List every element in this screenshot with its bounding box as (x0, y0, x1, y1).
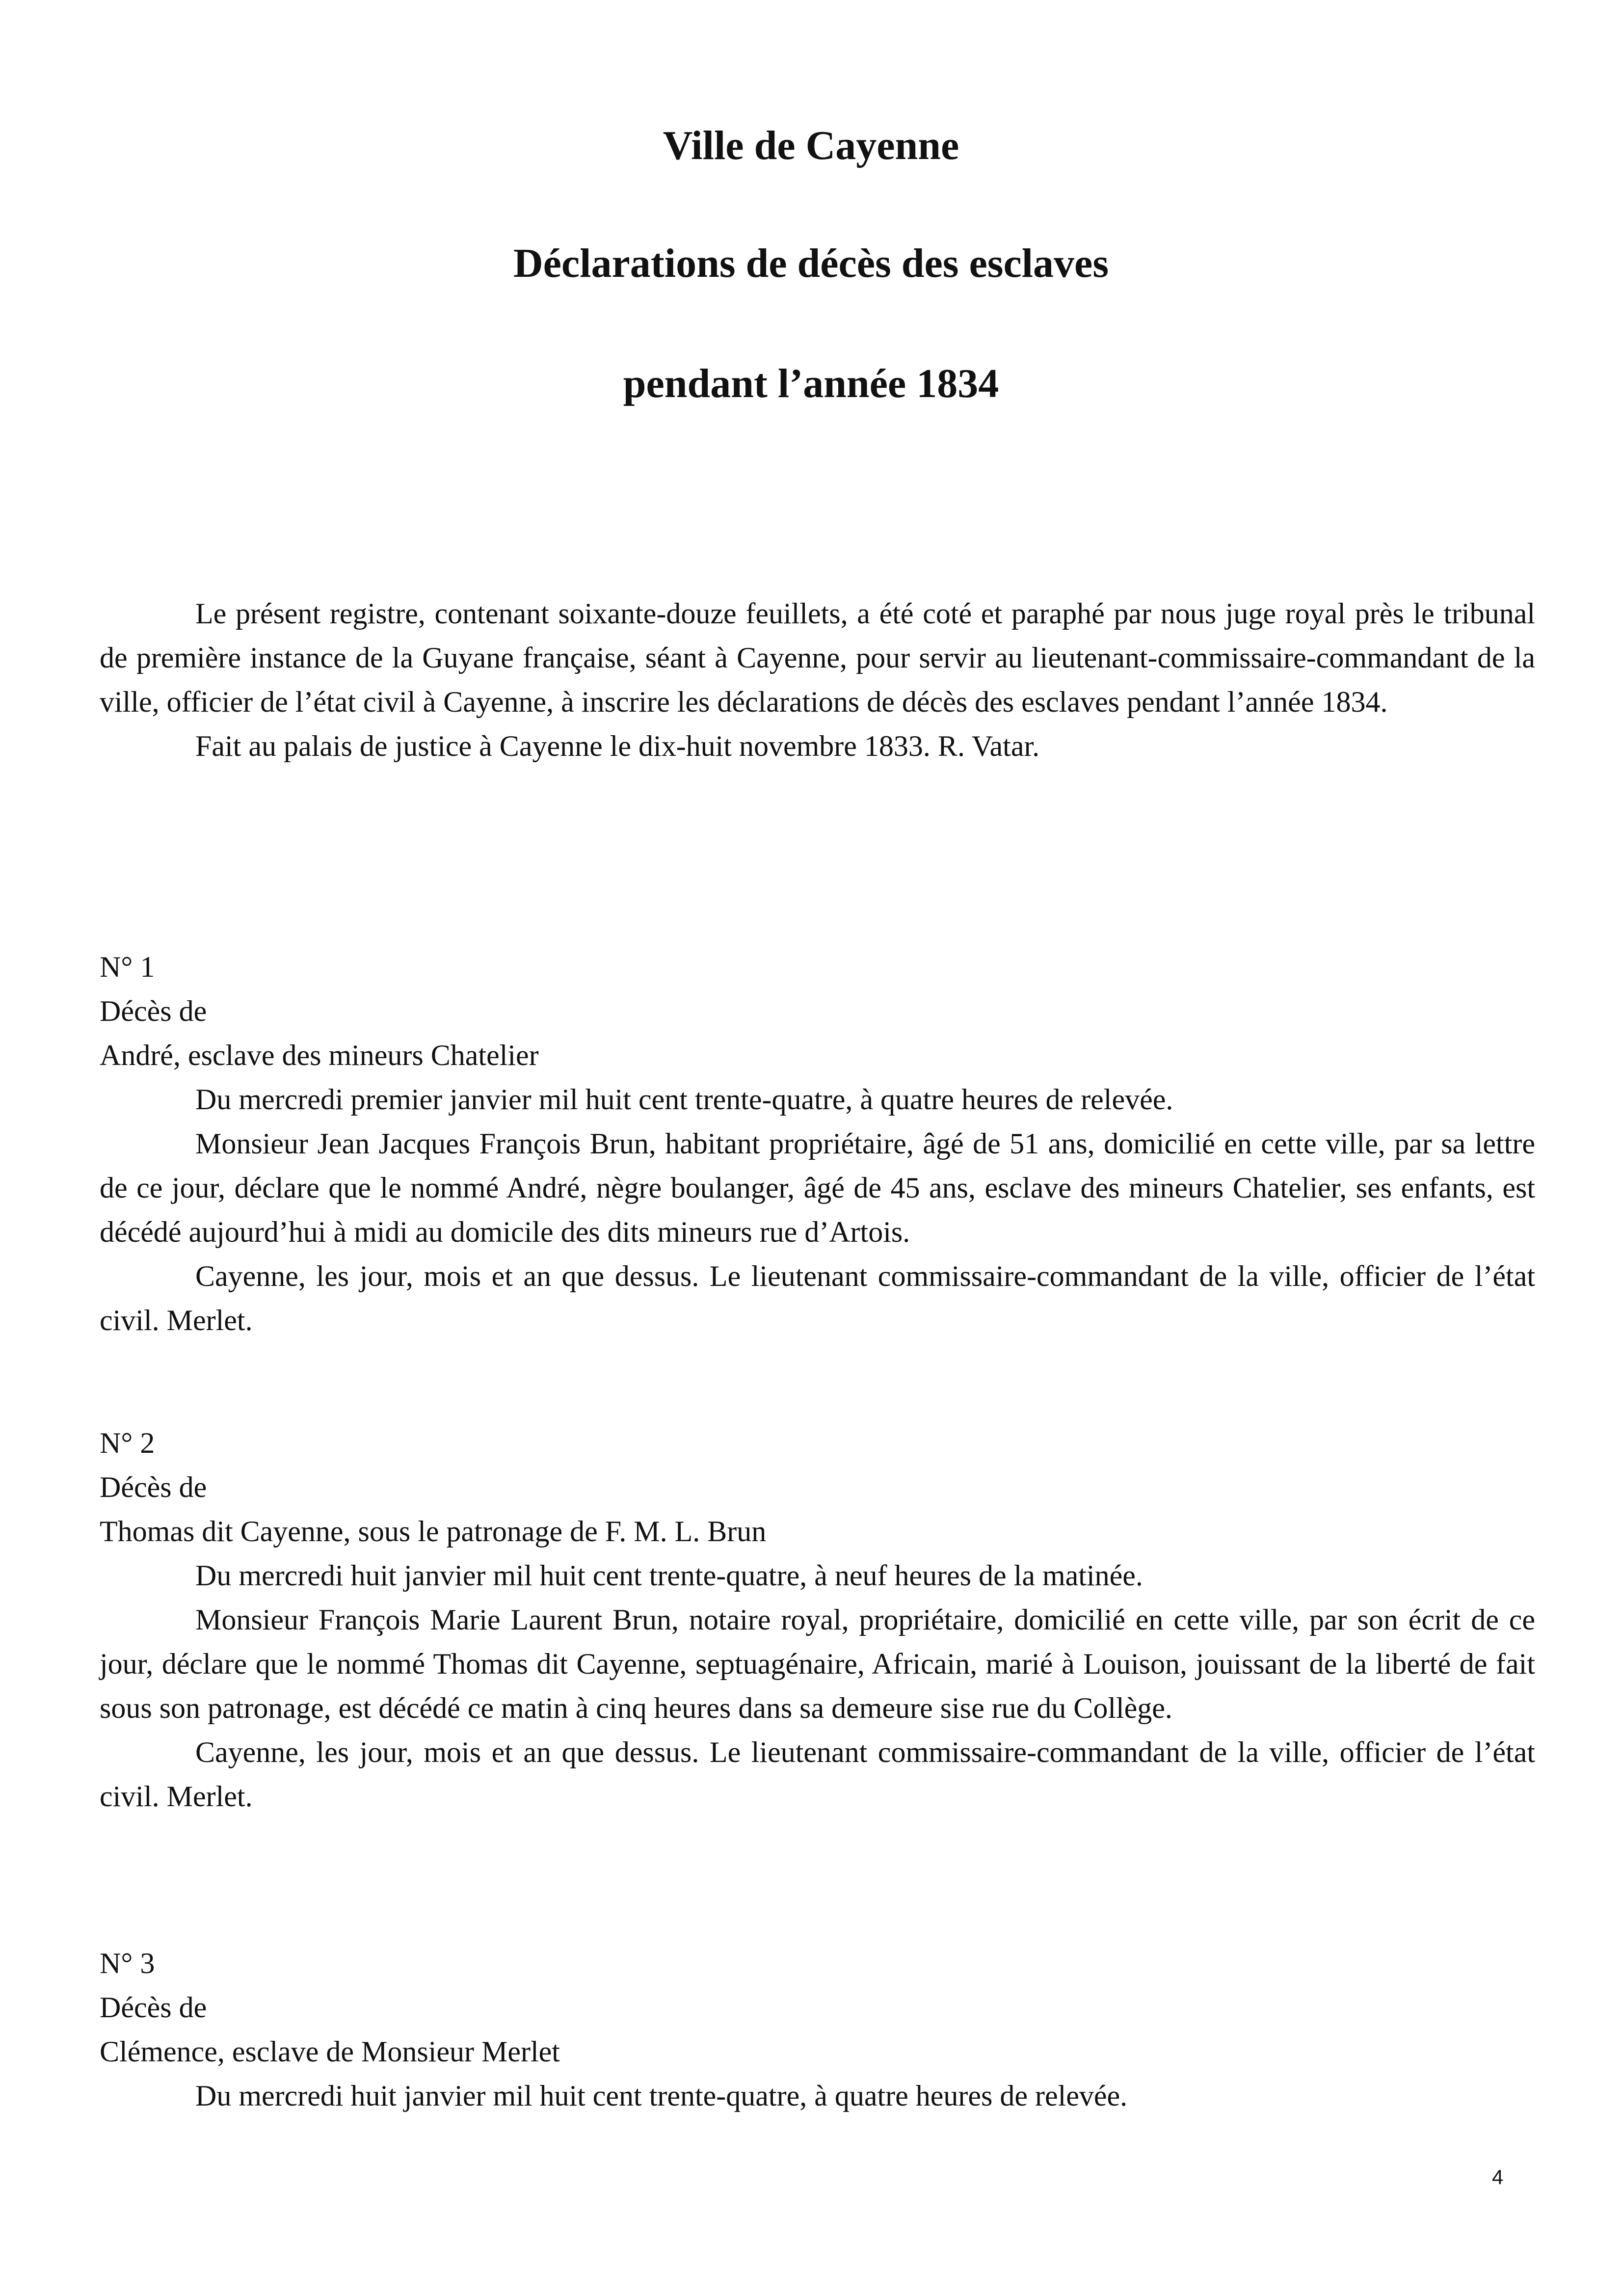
entry-declaration: Monsieur Jean Jacques François Brun, habitant propriétaire, âgé de 51 ans, domicilié en cette ville, par sa lettre de ce jour, déclare que le nommé André, nègre boulanger, âgé de 45 ans, esclave des mineurs Chatelier, ses enfants, est décédé aujourd’hui à midi au domicile des dits mineurs rue d’Artois. (100, 1127, 1535, 1248)
death-entry (100, 1421, 1535, 1818)
title-line-city: Ville de Cayenne (663, 123, 959, 168)
entry-date: Du mercredi premier janvier mil huit cent trente-quatre, à quatre heures de relevée. (195, 1083, 1173, 1116)
preamble (100, 591, 1535, 768)
entry-date: Du mercredi huit janvier mil huit cent trente-quatre, à quatre heures de relevée. (195, 2080, 1128, 2112)
death-entry (100, 945, 1535, 1342)
entry-heading: Décès de (100, 1471, 207, 1503)
entry-closing: Cayenne, les jour, mois et an que dessus. Le lieutenant commissaire-commandant de la ville, officier de l’état civil. Merlet. (100, 1260, 1535, 1336)
entry-subject: André, esclave des mineurs Chatelier (100, 1039, 539, 1071)
entry-date: Du mercredi huit janvier mil huit cent trente-quatre, à neuf heures de la matinée. (195, 1559, 1143, 1592)
entry-heading: Décès de (100, 995, 207, 1027)
death-entry (100, 1941, 1535, 2118)
entry-number: N° 3 (100, 1947, 155, 1979)
page-number: 4 (1492, 2165, 1504, 2189)
entry-number: N° 1 (100, 951, 155, 983)
entry-subject: Thomas dit Cayenne, sous le patronage de F. M. L. Brun (100, 1515, 767, 1548)
entry-subject: Clémence, esclave de Monsieur Merlet (100, 2035, 560, 2068)
title-line-year: pendant l’année 1834 (623, 361, 999, 406)
entry-closing: Cayenne, les jour, mois et an que dessus. Le lieutenant commissaire-commandant de la ville, officier de l’état civil. Merlet. (100, 1736, 1535, 1813)
entry-heading: Décès de (100, 1991, 207, 2024)
preamble-signature: Fait au palais de justice à Cayenne le dix-huit novembre 1833. R. Vatar. (195, 730, 1040, 762)
entry-declaration: Monsieur François Marie Laurent Brun, notaire royal, propriétaire, domicilié en cette ville, par son écrit de ce jour, déclare que le nommé Thomas dit Cayenne, septuagénaire, Africain, marié à Louison, jouissant de la liberté de fait sous son patronage, est décédé ce matin à cinq heures dans sa demeure sise rue du Collège. (100, 1603, 1535, 1724)
preamble-paragraph: Le présent registre, contenant soixante-douze feuillets, a été coté et paraphé par nous juge royal près le tribunal de première instance de la Guyane française, séant à Cayenne, pour servir au lieutenant-commissaire-commandant de la ville, officier de l’état civil à Cayenne, à inscrire les déclarations de décès des esclaves pendant l’année 1834. (100, 597, 1535, 718)
title-line-subject: Déclarations de décès des esclaves (513, 240, 1109, 286)
entry-number: N° 2 (100, 1427, 155, 1459)
